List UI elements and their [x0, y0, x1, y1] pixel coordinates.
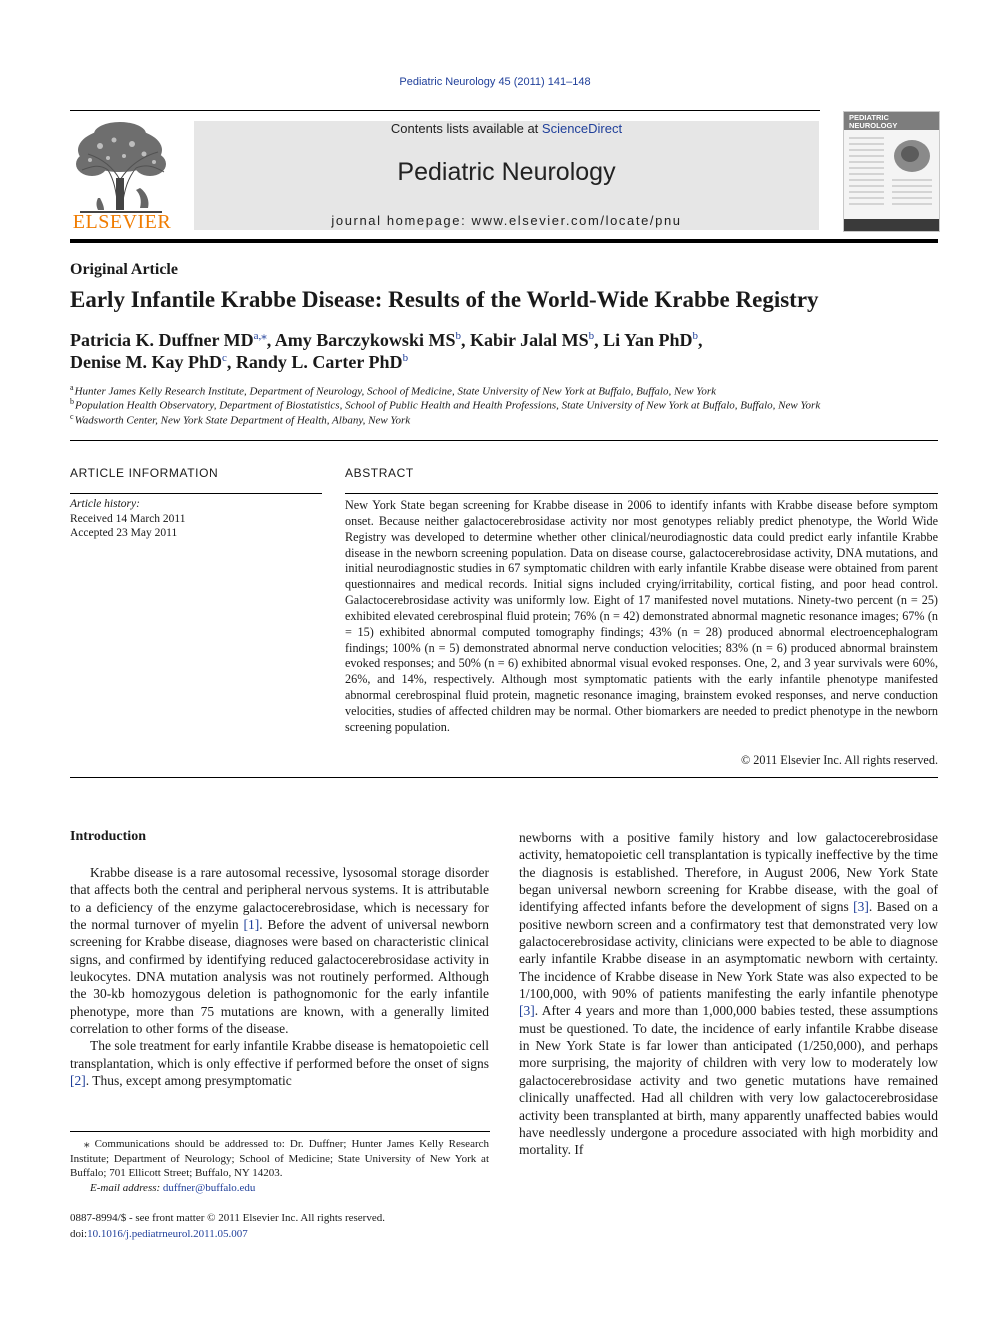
author-name: Randy L. Carter PhD: [235, 352, 403, 372]
article-information-heading: ARTICLE INFORMATION: [70, 466, 219, 480]
abstract-rule: [345, 493, 938, 494]
affiliation-b: [70, 397, 950, 412]
introduction-heading: Introduction: [70, 829, 146, 844]
abstract-copyright: © 2011 Elsevier Inc. All rights reserved.: [741, 753, 938, 767]
author-list: [70, 329, 950, 373]
author-name: Li Yan PhD: [603, 330, 693, 350]
email-label: E-mail address:: [90, 1181, 163, 1194]
paragraph-text: The sole treatment for early infantile Krabbe disease is hematopoietic cell transplantation, which is only effective if performed before the onset of signs: [70, 1038, 489, 1071]
issn-line: 0887-8994/$ - see front matter © 2011 Elsevier Inc. All rights reserved.: [70, 1212, 385, 1224]
header-rule: [70, 110, 820, 111]
cover-content-graphic: [844, 130, 939, 218]
intro-paragraph-1: [70, 864, 489, 1037]
article-title: Early Infantile Krabbe Disease: Results of the World-Wide Krabbe Registry: [70, 287, 819, 312]
issn-doi-block: [70, 1211, 385, 1242]
journal-name: Pediatric Neurology: [397, 158, 616, 186]
affiliation-mark: a: [70, 383, 74, 392]
paragraph-text: . After 4 years and more than 1,000,000 babies tested, these assumptions must be questioned. To date, the incidence of early infantile Krabbe disease in New York State is far lower than anticipated (1/250,000), and perhaps more surprising, the majority of children with very low to moderately low galactocerebrosidase activity and two genetic mutations have remained clinically unaffected. Had all children with very low galactocerebrosidase activity been transplanted at birth, many apparently unaffected babies would have needlessly undergone a procedure associated with high morbidity and mortality. If: [519, 1003, 938, 1158]
affiliation-c: [70, 412, 950, 427]
journal-cover-thumbnail: [843, 111, 940, 232]
author-name: Patricia K. Duffner MD: [70, 330, 254, 350]
author-affiliation-mark[interactable]: a,⁎: [253, 330, 267, 342]
author-name: Amy Barczykowski MS: [274, 330, 456, 350]
reference-link[interactable]: [2]: [70, 1073, 86, 1089]
reference-link[interactable]: [3]: [519, 1003, 535, 1019]
journal-homepage[interactable]: journal homepage: www.elsevier.com/locate/pnu: [331, 213, 682, 228]
contents-line: [194, 121, 819, 136]
article-history-label: Article history:: [70, 498, 140, 510]
author-name: Kabir Jalal MS: [469, 330, 589, 350]
header-thick-rule: [70, 239, 938, 243]
journal-citation[interactable]: Pediatric Neurology 45 (2011) 141–148: [399, 76, 591, 88]
affiliation-mark: b: [70, 397, 74, 406]
author-name: Denise M. Kay PhD: [70, 352, 222, 372]
affiliation-a: [70, 383, 950, 398]
sciencedirect-link[interactable]: ScienceDirect: [541, 121, 623, 136]
contents-prefix: Contents lists available at: [390, 121, 542, 136]
left-column: [70, 864, 489, 1089]
cover-footer-bar: [844, 219, 939, 231]
paragraph-text: . Before the advent of universal newborn screening for Krabbe disease, diagnoses were based on characteristic clinical signs, and confirmed by identifying reduced galactocerebrosidase activity in leukocytes. DNA mutation analysis was not routinely performed. Although the 30-kb homozygous deletion is pathognomonic for the early infantile phenotype, more than 75 mutations are known, with a generally limited correlation to other forms of the disease.: [70, 917, 489, 1037]
author-affiliation-mark[interactable]: b: [692, 330, 698, 342]
affiliation-text: Population Health Observatory, Department of Biostatistics, School of Public Health and Health Professions, State University of New York at Buffalo, Buffalo, New York: [75, 399, 821, 412]
abstract-text: New York State began screening for Krabbe disease in 2006 to identify infants with Krabbe disease before symptom onset. Because neither galactocerebrosidase activity nor most genotypes reliably predict phenotype, the World Wide Registry was developed to determine whether other clinical/neurodiagnostic data could predict early infantile Krabbe disease in the newborn screening population. Data on disease course, galactocerebrosidase activity, DNA mutations, and initial neurodiagnostic studies in 67 symptomatic children with early infantile Krabbe disease were obtained from parent questionnaires and medical records. Initial signs included crying/irritability, cortical fisting, and poor head control. Galactocerebrosidase activity was uniformly low. Eight of 17 manifested novel mutations. Ninety-two percent (n = 25) exhibited elevated cerebrospinal fluid protein; 76% (n = 42) demonstrated abnormal magnetic resonance images; 67% (n = 15) exhibited abnormal computed tomography findings; 43% (n = 28) produced abnormal electroencephalogram findings; 100% (n = 5) demonstrated abnormal nerve conduction velocities; 83% (n = 6) produced abnormal brainstem evoked responses; and 50% (n = 6) exhibited abnormal visual evoked responses. One, 2, and 3 year survivals were 60%, 26%, and 14%, respectively. Although most symptomatic patients with the early infantile phenotype manifested abnormal cerebrospinal fluid protein, magnetic resonance imaging, brainstem evoked responses, and nerve conduction velocities, studies of affected children may be normal. Other biomarkers are needed to predict phenotype in the newborn screening population.: [345, 498, 938, 734]
title-block-rule: [70, 440, 938, 441]
author-separator: ,: [698, 330, 703, 350]
intro-paragraph-continued: [519, 829, 938, 1159]
abstract-bottom-rule: [70, 777, 938, 778]
author-affiliation-mark[interactable]: b: [455, 330, 461, 342]
article-info-rule: [70, 493, 322, 494]
footnote-mark: ⁎: [84, 1138, 90, 1150]
author-separator: ,: [266, 330, 275, 350]
doi-label: doi:: [70, 1227, 88, 1240]
paragraph-text: Krabbe disease is a rare autosomal recessive, lysosomal storage disorder that affects both the central and peripheral nervous systems. It is attributable to a deficiency of the enzyme galactocerebrosidase, which is necessary for the normal turnover of myelin: [70, 865, 489, 933]
author-affiliation-mark[interactable]: b: [588, 330, 595, 342]
affiliation-text: Wadsworth Center, New York State Department of Health, Albany, New York: [74, 414, 411, 427]
author-affiliation-mark[interactable]: c: [222, 352, 227, 364]
abstract-heading: ABSTRACT: [345, 466, 414, 480]
intro-paragraph-2: [70, 1037, 489, 1089]
cover-title: PEDIATRIC NEUROLOGY: [844, 112, 939, 130]
author-affiliation-mark[interactable]: b: [402, 352, 409, 364]
reference-link[interactable]: [3]: [853, 899, 869, 915]
reference-link[interactable]: [1]: [243, 917, 260, 933]
correspondence-footnote: [70, 1137, 489, 1195]
author-separator: ,: [594, 330, 604, 350]
author-separator: ,: [226, 352, 236, 372]
accepted-date: Accepted 23 May 2011: [70, 527, 178, 539]
footnote-text: Communications should be addressed to: Dr. Duffner; Hunter James Kelly Research Institute; Department of Neurology; School of Medicine; State University of New York at Buffalo; 701 Ellicott Street; Buffalo, NY 14203.: [70, 1138, 489, 1179]
paragraph-text: newborns with a positive family history and low galactocerebrosidase activity, hematopoietic cell transplantation is typically ineffective by the time the diagnosis is established. Therefore, in August 2006, New York State began universal newborn screening for Krabbe disease, with the goal of identifying affected infants before the development of signs: [519, 830, 938, 915]
paragraph-text: . Based on a positive newborn screen and a confirmatory test that demonstrated very low galactocerebrosidase activity, clinicians were expected to be able to diagnose early infantile Krabbe disease in an asymptomatic newborn with certainty. The incidence of Krabbe disease in New York State was also expected to be 1/100,000, with 90% of patients manifesting the early infantile phenotype: [519, 899, 939, 1002]
publisher-logo-text: ELSEVIER: [72, 211, 172, 233]
received-date: Received 14 March 2011: [70, 513, 186, 525]
journal-banner: [194, 121, 819, 230]
affiliation-mark: c: [70, 412, 74, 421]
email-link[interactable]: duffner@buffalo.edu: [162, 1181, 256, 1194]
affiliation-text: Hunter James Kelly Research Institute, Department of Neurology, School of Medicine, State University of New York at Buffalo, Buffalo, New York: [74, 385, 717, 398]
paragraph-text: . Thus, except among presymptomatic: [85, 1073, 292, 1089]
right-column: [519, 829, 938, 1159]
article-type: Original Article: [70, 261, 178, 278]
footnote-rule: [70, 1131, 490, 1132]
author-separator: ,: [460, 330, 470, 350]
doi-link[interactable]: 10.1016/j.pediatrneurol.2011.05.007: [87, 1227, 248, 1240]
